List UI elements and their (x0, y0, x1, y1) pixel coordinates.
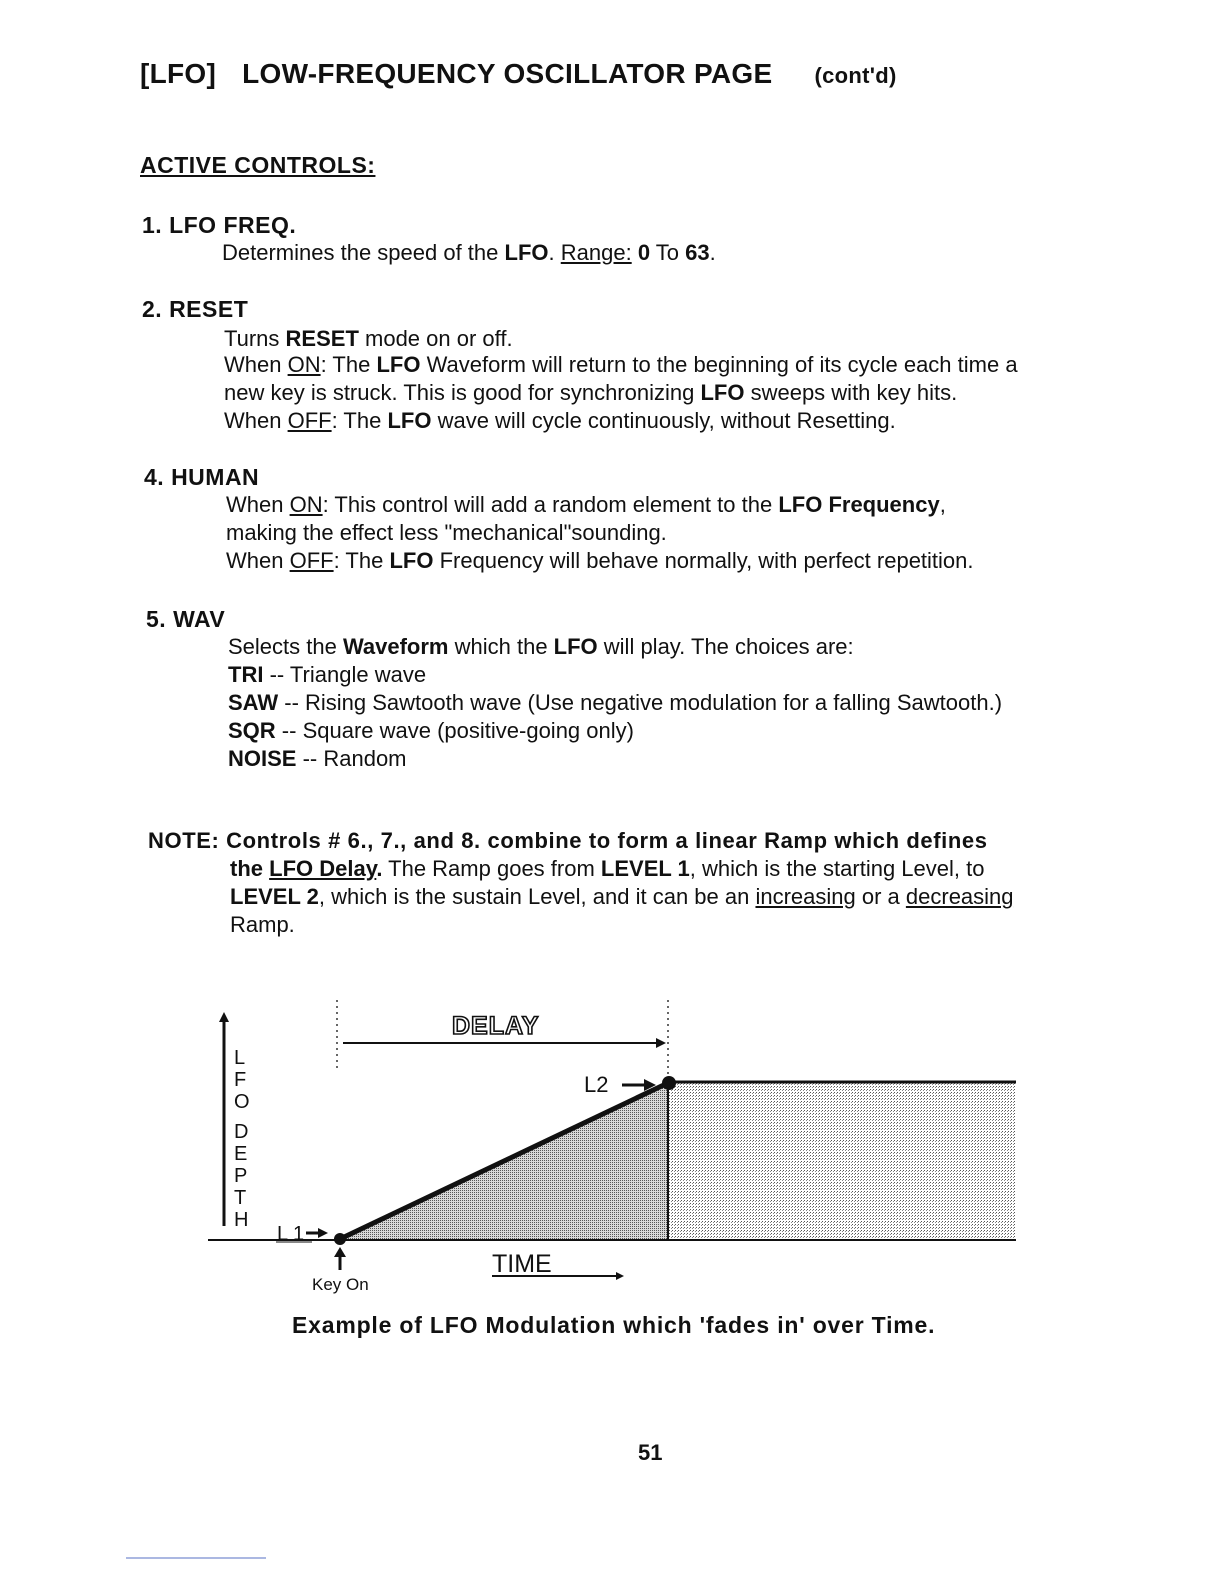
control-line: Selects the Waveform which the LFO will play. The choices are: (228, 634, 854, 659)
title-bracket: [LFO] (140, 58, 217, 89)
delay-label: DELAY (452, 1012, 540, 1040)
control-line: making the effect less "mechanical"sounding. (226, 520, 667, 545)
note-line-2: the LFO Delay. The Ramp goes from LEVEL 1, which is the starting Level, to (230, 856, 985, 881)
control-line: new key is struck. This is good for synchronizing LFO sweeps with key hits. (224, 380, 958, 405)
note-line-3: LEVEL 2, which is the sustain Level, and it can be an increasing or a decreasing (230, 884, 1014, 909)
y-axis-letter: D (234, 1121, 249, 1143)
keyon-label: Key On (312, 1275, 369, 1294)
delay-arrowhead (656, 1038, 666, 1048)
l1-point (334, 1233, 346, 1245)
l1-label: L 1 (277, 1223, 305, 1245)
control-heading-lfo-freq: 1. LFO FREQ. (142, 212, 297, 238)
l1-arrowhead (318, 1228, 328, 1238)
wave-option-sqr: SQR -- Square wave (positive-going only) (228, 718, 634, 743)
y-axis-letter: H (234, 1209, 249, 1231)
control-heading-human: 4. HUMAN (144, 464, 260, 490)
y-axis-letter: L (234, 1047, 246, 1069)
control-line: Turns RESET mode on or off. (224, 326, 513, 351)
control-line: When OFF: The LFO wave will cycle continuously, without Resetting. (224, 408, 896, 433)
time-arrowhead (616, 1272, 624, 1280)
wave-option-noise: NOISE -- Random (228, 746, 407, 771)
y-axis-arrowhead (219, 1012, 229, 1022)
l2-label: L2 (584, 1072, 609, 1097)
page-number: 51 (638, 1440, 663, 1465)
keyon-arrowhead (334, 1247, 346, 1257)
sustain-area (668, 1083, 1015, 1239)
y-axis-letter: O (234, 1091, 250, 1113)
note-line-1: NOTE: Controls # 6., 7., and 8. combine to form a linear Ramp which defines (148, 828, 988, 853)
control-line: When OFF: The LFO Frequency will behave normally, with perfect repetition. (226, 548, 974, 573)
y-axis-letter: P (234, 1165, 248, 1187)
note-line-4: Ramp. (230, 912, 295, 937)
y-axis-letter: E (234, 1143, 248, 1165)
time-label: TIME (492, 1250, 552, 1278)
wave-option-tri: TRI -- Triangle wave (228, 662, 427, 687)
wave-option-saw: SAW -- Rising Sawtooth wave (Use negative modulation for a falling Sawtooth.) (228, 690, 1003, 715)
title-cont: (cont'd) (814, 63, 897, 88)
l2-point (662, 1076, 676, 1090)
y-axis-letter: F (234, 1069, 247, 1091)
control-line: When ON: The LFO Waveform will return to the beginning of its cycle each time a (224, 352, 1018, 377)
control-line: When ON: This control will add a random element to the LFO Frequency, (226, 492, 946, 517)
title-main: LOW-FREQUENCY OSCILLATOR PAGE (242, 58, 773, 89)
y-axis-label (234, 1047, 250, 1231)
control-heading-reset: 2. RESET (142, 296, 249, 322)
section-heading: ACTIVE CONTROLS: (140, 152, 376, 178)
control-line: Determines the speed of the LFO. Range: 0 To 63. (222, 240, 716, 265)
control-heading-wav: 5. WAV (146, 606, 226, 632)
y-axis-letter: T (234, 1187, 247, 1209)
diagram-caption: Example of LFO Modulation which 'fades in' over Time. (292, 1312, 936, 1338)
